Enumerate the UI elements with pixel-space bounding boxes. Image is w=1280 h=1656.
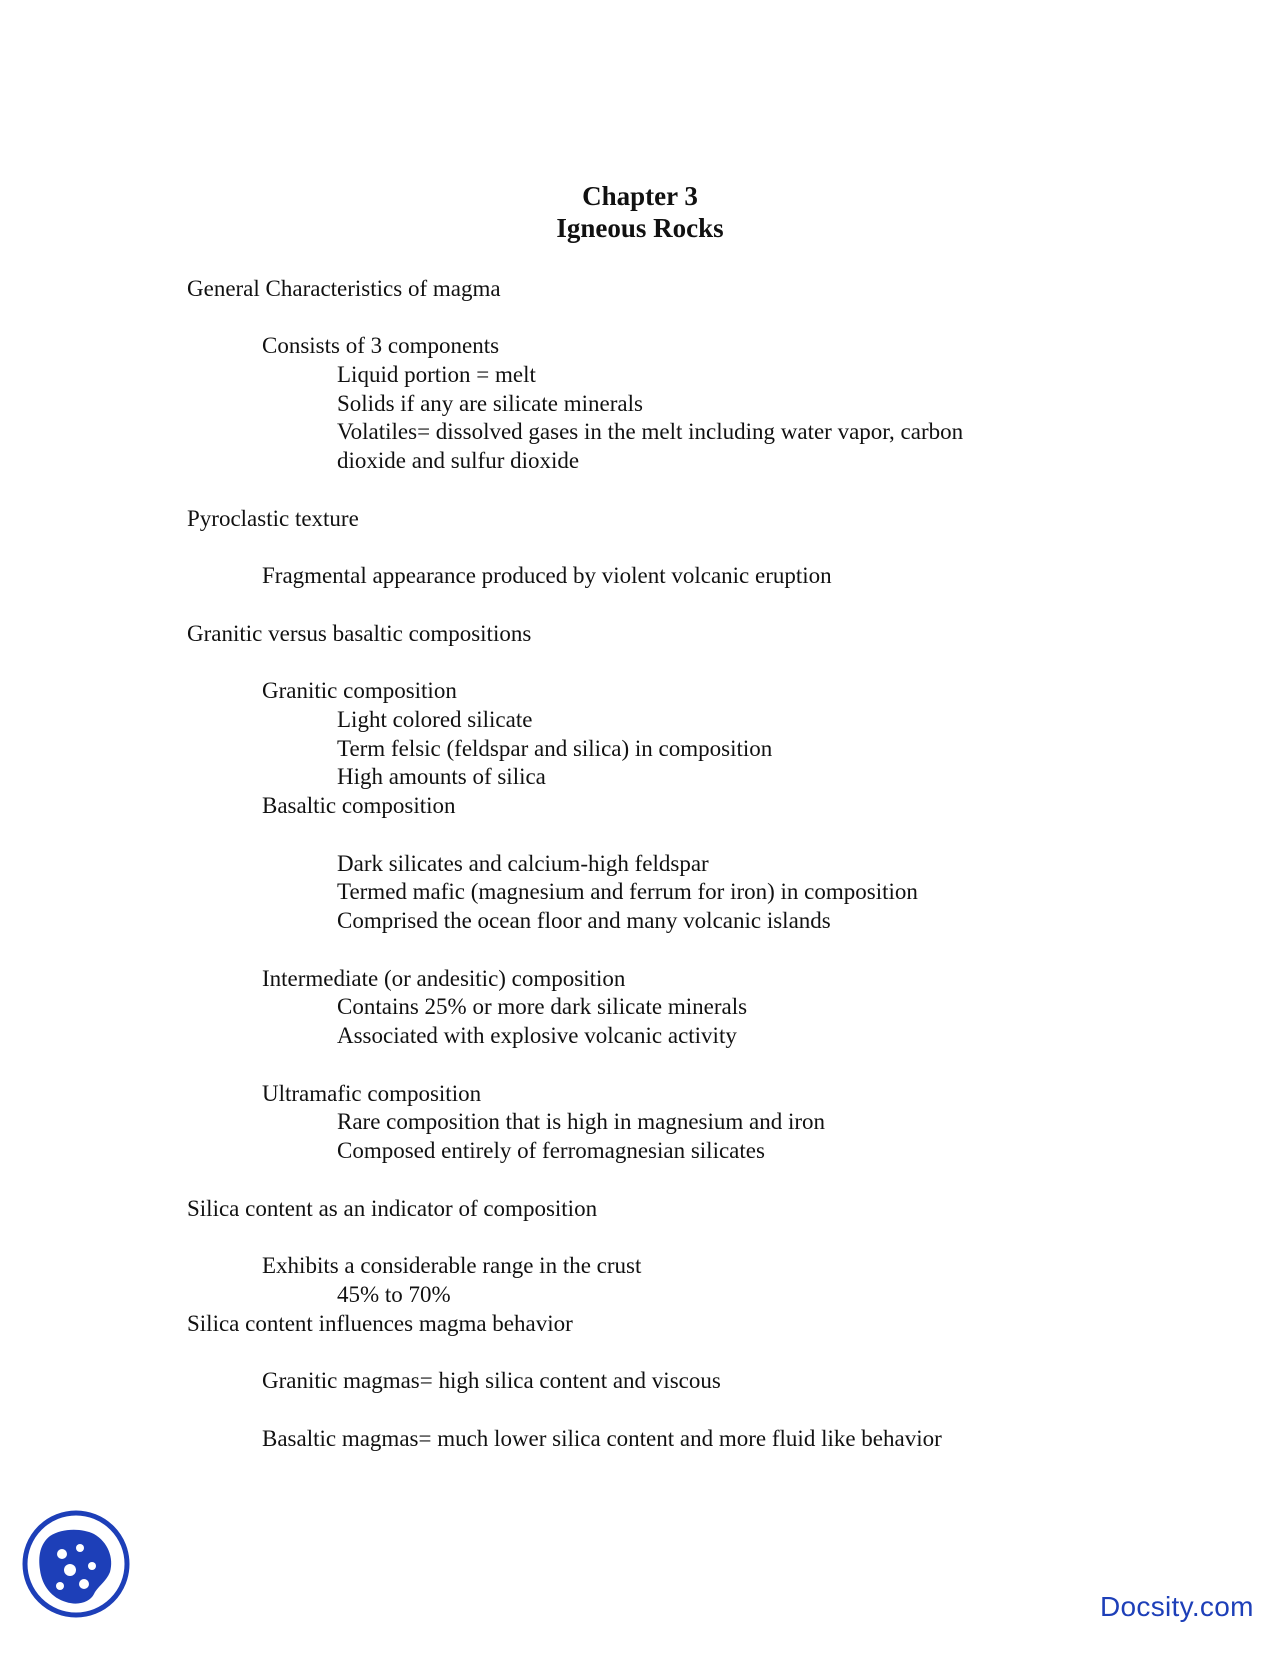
section-heading: Pyroclastic texture [187, 506, 359, 531]
subsection-heading: Exhibits a considerable range in the crust [262, 1253, 642, 1278]
detail-line: Associated with explosive volcanic activity [337, 1023, 737, 1048]
section-heading: General Characteristics of magma [187, 276, 501, 301]
detail-line: Term felsic (feldspar and silica) in composition [337, 736, 773, 761]
detail-line: High amounts of silica [337, 764, 546, 789]
subsection-heading: Intermediate (or andesitic) composition [262, 966, 626, 991]
subsection-heading: Fragmental appearance produced by violent volcanic eruption [262, 563, 832, 588]
section-heading: Granitic versus basaltic compositions [187, 621, 532, 646]
subsection-heading: Granitic composition [262, 678, 457, 703]
chapter-title: Chapter 3 [582, 181, 698, 211]
subsection-heading: Granitic magmas= high silica content and viscous [262, 1368, 721, 1393]
detail-line: Solids if any are silicate minerals [337, 391, 643, 416]
detail-line: Contains 25% or more dark silicate minerals [337, 994, 748, 1019]
subsection-heading: Ultramafic composition [262, 1081, 482, 1106]
detail-line: Liquid portion = melt [337, 362, 536, 387]
detail-line: dioxide and sulfur dioxide [337, 448, 580, 473]
docsity-brand-link[interactable]: Docsity.com [1100, 1591, 1254, 1622]
detail-line: Termed mafic (magnesium and ferrum for iron) in composition [337, 879, 918, 904]
detail-line: Dark silicates and calcium-high feldspar [337, 851, 709, 876]
subsection-heading: Basaltic magmas= much lower silica content and more fluid like behavior [262, 1426, 942, 1451]
subsection-heading: Consists of 3 components [262, 333, 500, 358]
detail-line: Composed entirely of ferromagnesian silicates [337, 1138, 765, 1163]
detail-line: Light colored silicate [337, 707, 533, 732]
detail-line: 45% to 70% [337, 1282, 451, 1307]
detail-line: Comprised the ocean floor and many volcanic islands [337, 908, 831, 933]
chapter-subtitle: Igneous Rocks [556, 213, 724, 243]
detail-line: Rare composition that is high in magnesium and iron [337, 1109, 826, 1134]
docsity-logo-icon[interactable] [22, 1510, 130, 1618]
subsection-heading: Basaltic composition [262, 793, 456, 818]
detail-line: Volatiles= dissolved gases in the melt including water vapor, carbon [337, 419, 964, 444]
section-heading: Silica content influences magma behavior [187, 1311, 573, 1336]
section-heading: Silica content as an indicator of composition [187, 1196, 598, 1221]
